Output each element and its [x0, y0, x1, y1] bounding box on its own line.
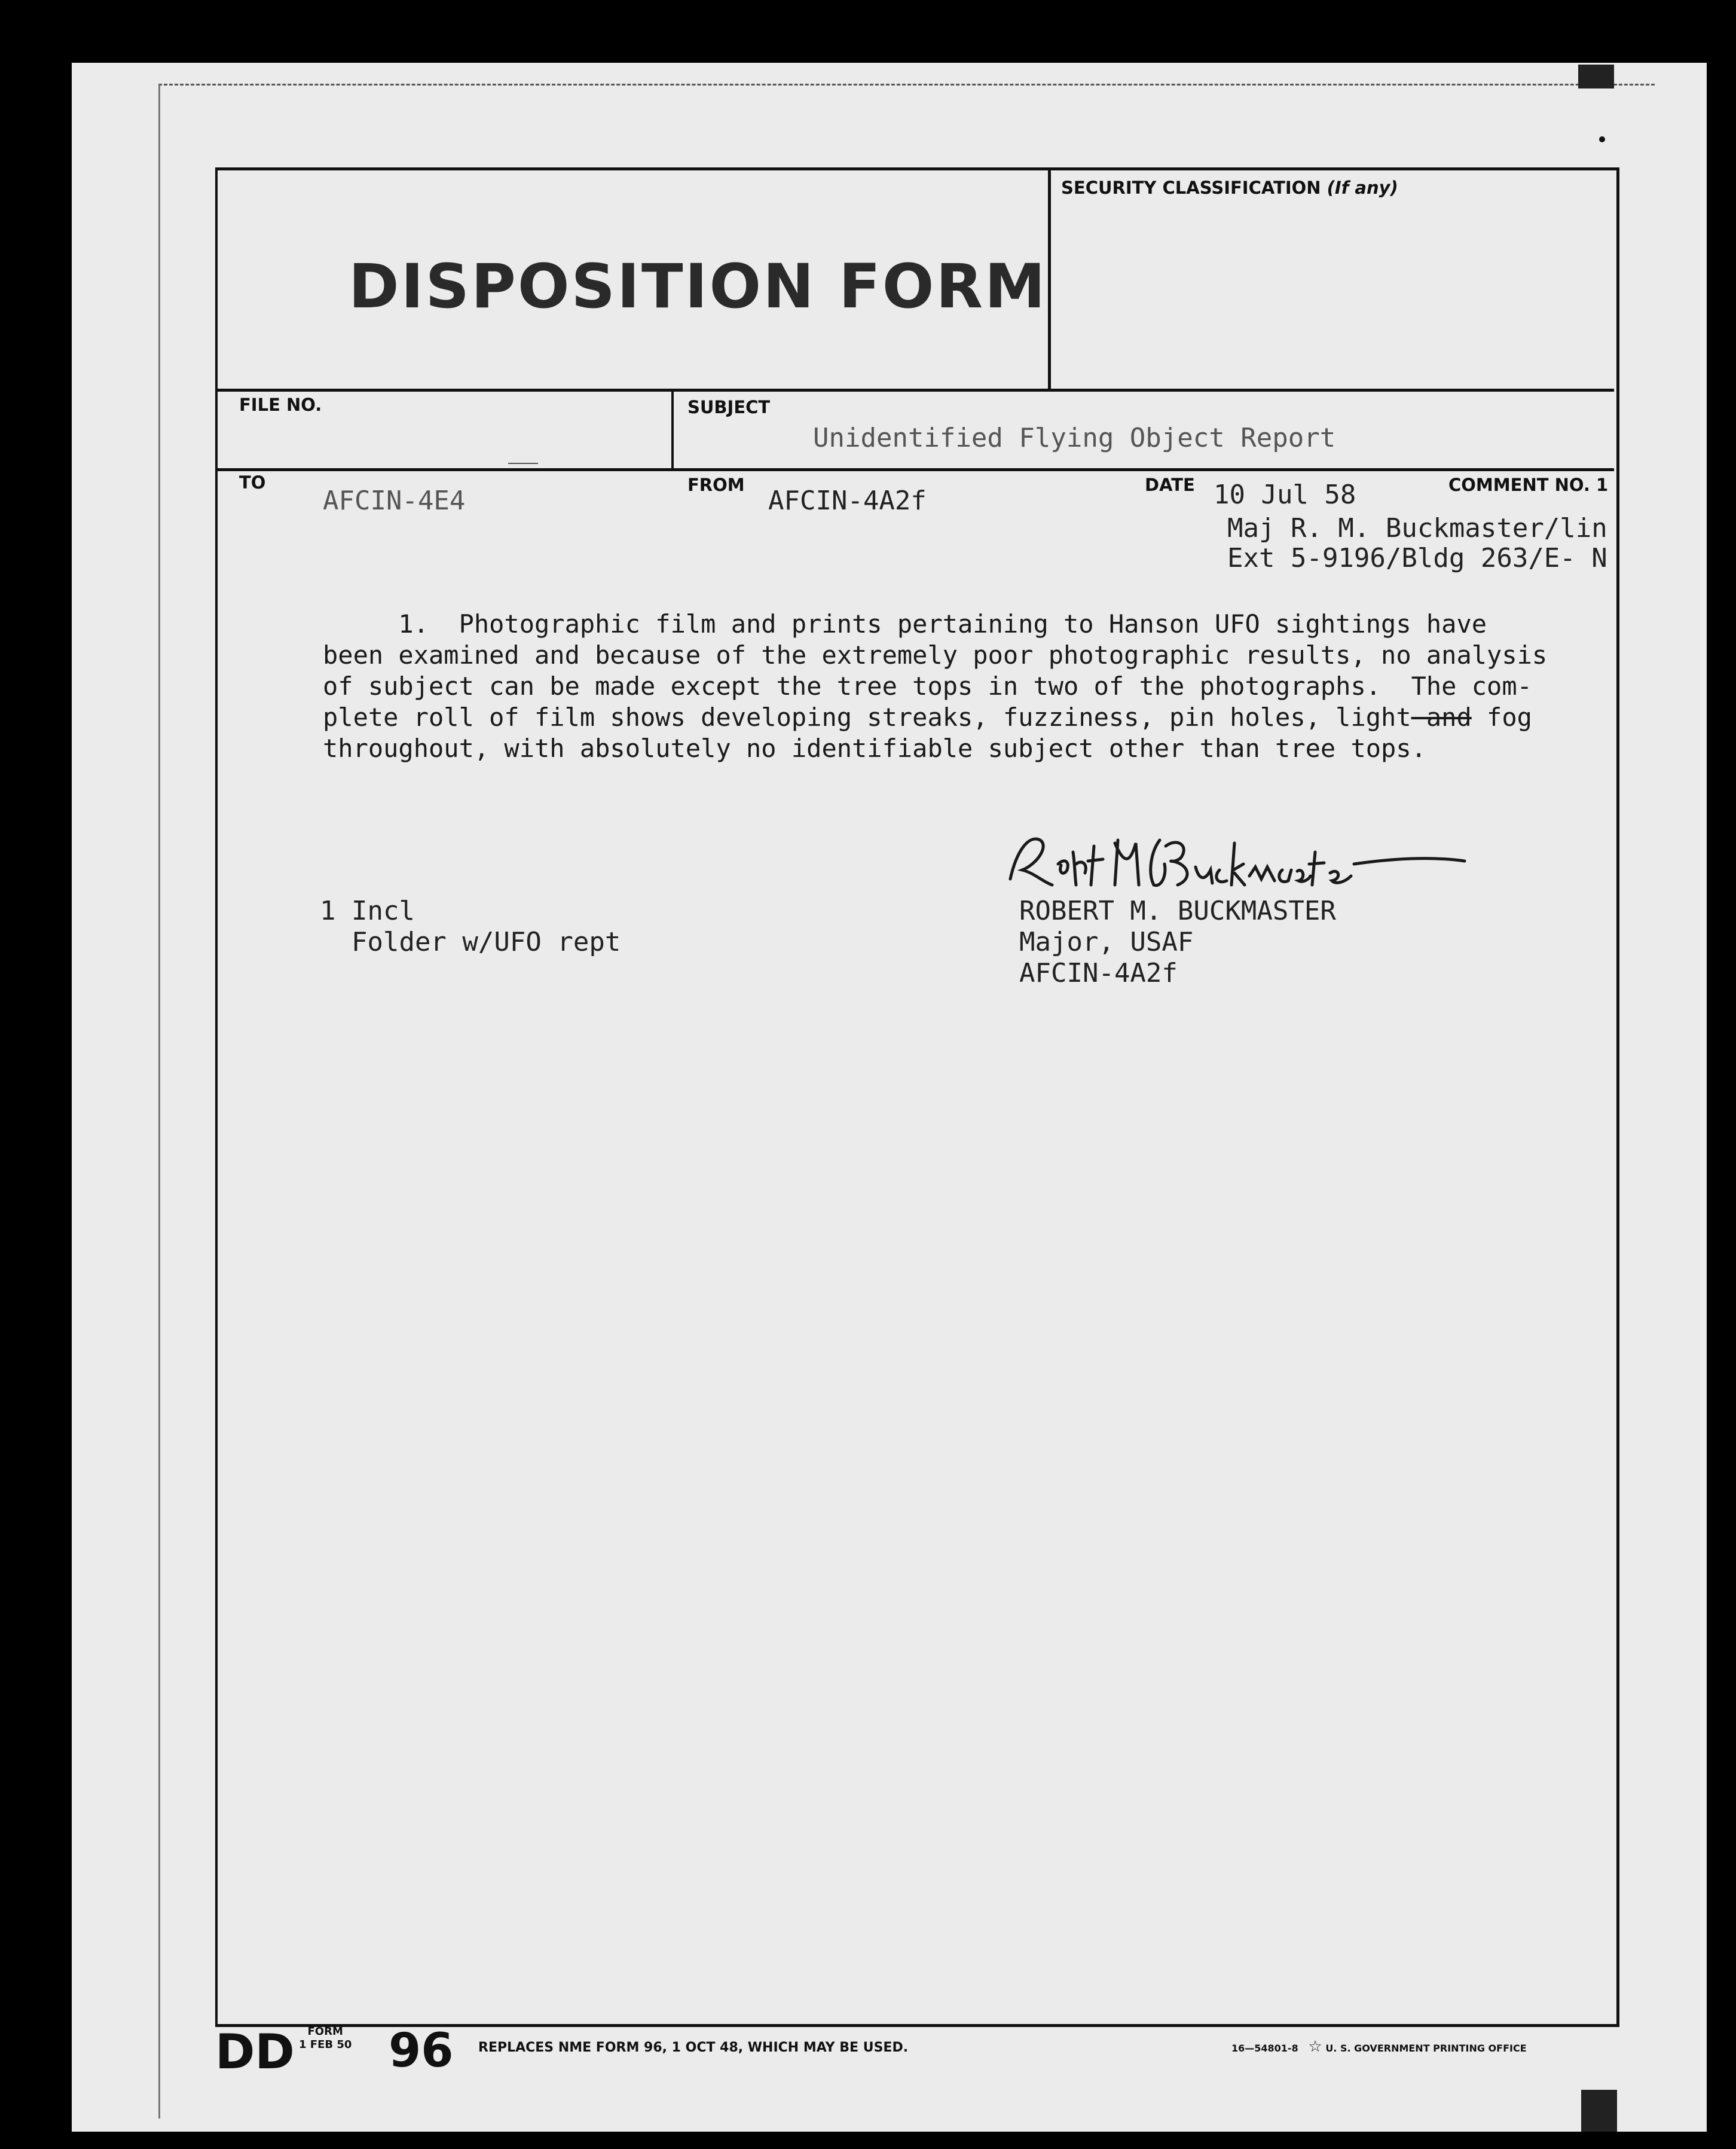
to-value: AFCIN-4E4 — [323, 486, 466, 516]
security-label-text: SECURITY CLASSIFICATION — [1061, 178, 1321, 198]
signer-name: ROBERT M. BUCKMASTER — [1019, 896, 1336, 926]
star-icon: ☆ — [1308, 2038, 1322, 2056]
handwritten-signature — [1004, 828, 1471, 894]
extension-line: Ext 5-9196/Bldg 263/E- N — [1227, 543, 1607, 573]
divider — [216, 468, 1614, 471]
corner-mark — [1581, 2090, 1617, 2132]
file-no-label: FILE NO. — [239, 395, 322, 415]
divider — [216, 389, 1614, 392]
print-code: 16—54801-8 — [1231, 2043, 1298, 2054]
divider — [1048, 169, 1051, 390]
mark — [508, 463, 538, 464]
form-edition — [299, 2025, 352, 2052]
corner-mark — [1578, 65, 1614, 88]
to-label: TO — [239, 472, 266, 493]
enclosure-count: 1 Incl — [320, 896, 415, 926]
comment-number: COMMENT NO. 1 — [1448, 475, 1609, 495]
printer-name: U. S. GOVERNMENT PRINTING OFFICE — [1325, 2043, 1527, 2054]
body-line: of subject can be made except the tree tops in two of the photographs. The com- — [323, 671, 1532, 701]
form-word: FORM — [307, 2025, 343, 2038]
signer-rank: Major, USAF — [1019, 927, 1194, 957]
form-series: DD — [215, 2024, 295, 2080]
author-line: Maj R. M. Buckmaster/lin — [1227, 513, 1607, 544]
struck-word: and — [1411, 703, 1472, 732]
body-line — [323, 702, 1608, 733]
date-label: DATE — [1145, 475, 1195, 495]
form-number: 96 — [389, 2024, 454, 2078]
body-line: 1. Photographic film and prints pertaining to Hanson UFO sightings have — [323, 609, 1487, 639]
subject-label: SUBJECT — [687, 397, 771, 417]
signer-office: AFCIN-4A2f — [1019, 958, 1178, 988]
form-title: DISPOSITION FORM — [349, 251, 1047, 322]
enclosure-description: Folder w/UFO rept — [320, 927, 621, 957]
security-classification-label — [1061, 178, 1398, 198]
speck — [1599, 136, 1605, 142]
from-label: FROM — [687, 475, 745, 495]
printing-info — [1231, 2038, 1527, 2056]
body-text-segment: fog — [1471, 703, 1532, 732]
from-value: AFCIN-4A2f — [768, 486, 927, 516]
replaces-note: REPLACES NME FORM 96, 1 OCT 48, WHICH MAY BE USED. — [478, 2040, 909, 2055]
date-value: 10 Jul 58 — [1214, 480, 1356, 510]
subject-value: Unidentified Flying Object Report — [813, 423, 1336, 453]
body-line: been examined and because of the extremely poor photographic results, no analysis — [323, 640, 1548, 670]
divider — [671, 392, 674, 469]
security-label-note: (If any) — [1327, 178, 1398, 198]
body-text-segment: plete roll of film shows developing streaks, fuzziness, pin holes, light — [323, 703, 1411, 732]
form-date: 1 FEB 50 — [299, 2038, 352, 2051]
body-line: throughout, with absolutely no identifiable subject other than tree tops. — [323, 734, 1426, 763]
comment-body — [323, 609, 1608, 764]
